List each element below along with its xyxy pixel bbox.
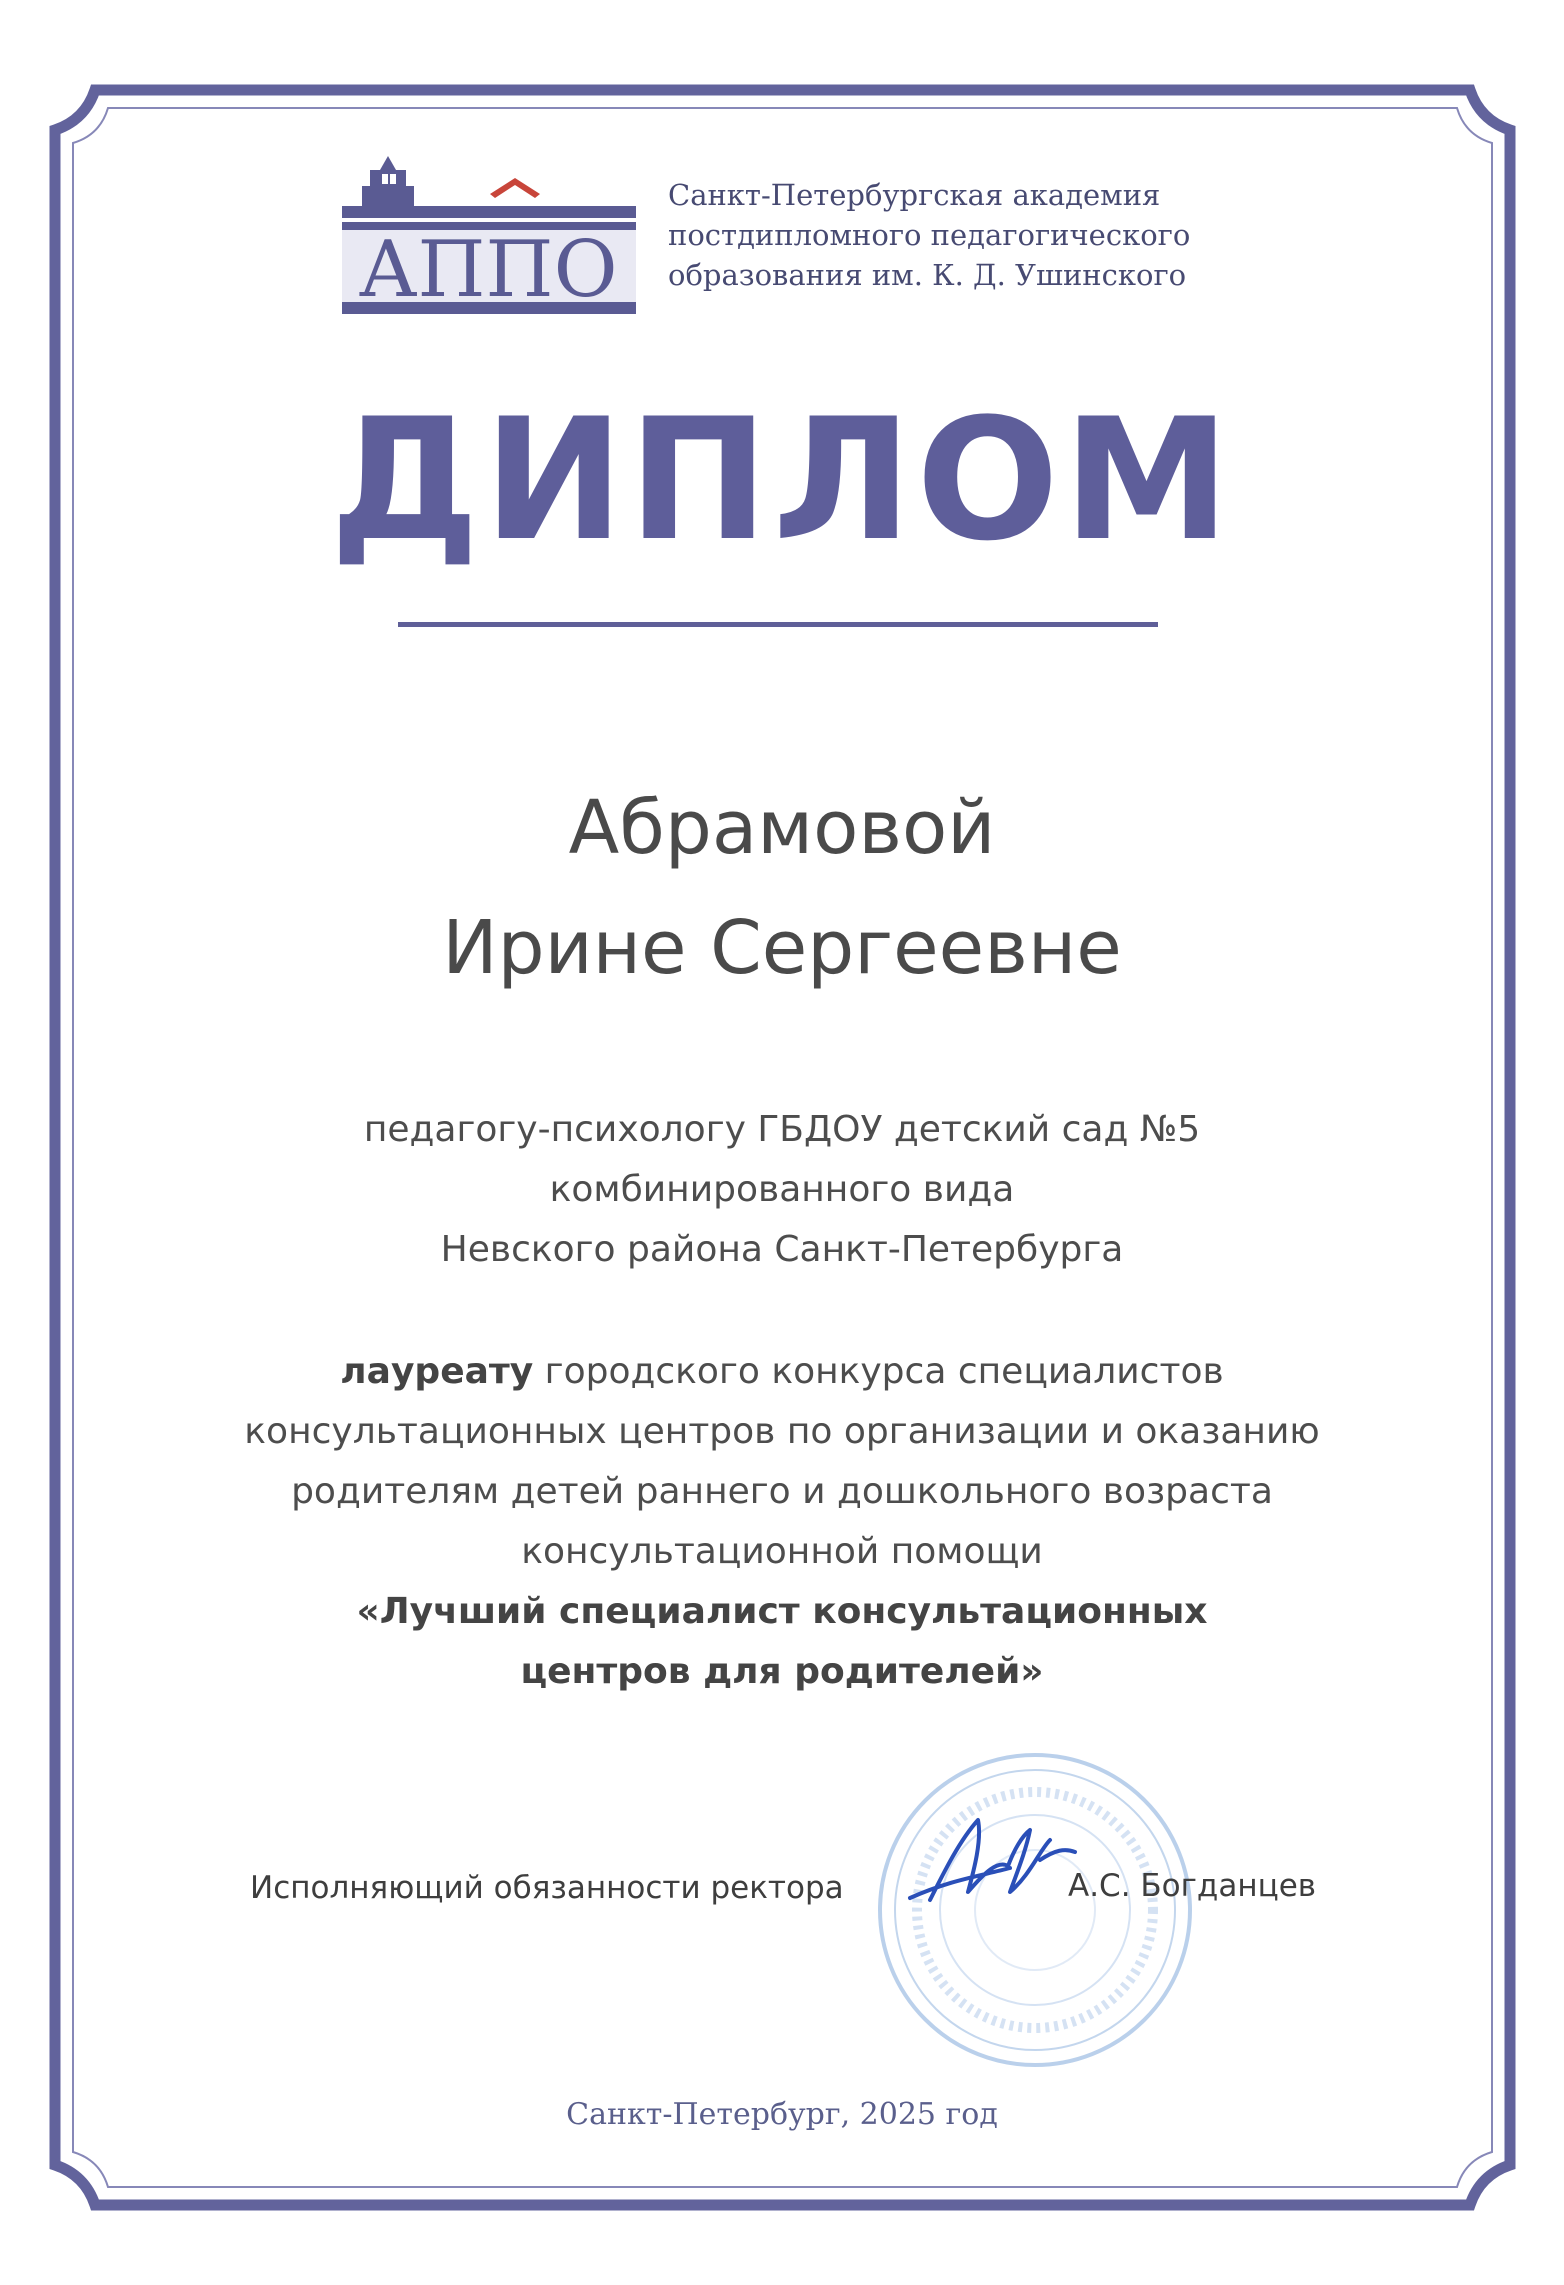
institution-name-line: постдипломного педагогического: [668, 218, 1191, 252]
recipient-surname: Абрамовой: [568, 785, 996, 871]
signatory-name: А.С. Богданцев: [1068, 1868, 1317, 1904]
position-line: педагогу-психологу ГБДОУ детский сад №5: [363, 1109, 1201, 1150]
appo-logo: [340, 150, 638, 320]
place-and-year: Санкт-Петербург, 2025 год: [566, 2097, 998, 2132]
title-underline: [398, 622, 1158, 627]
logo-text: АППО: [358, 225, 618, 315]
position-line: Невского района Санкт-Петербурга: [440, 1229, 1124, 1270]
award-line: консультационных центров по организации и оказанию: [244, 1411, 1320, 1452]
award-text: [0, 1342, 1564, 1702]
signatory-title: Исполняющий обязанности ректора: [250, 1870, 844, 1906]
institution-name-line: Санкт-Петербургская академия: [668, 178, 1161, 212]
document-title: ДИПЛОМ: [329, 382, 1235, 578]
award-line: родителям детей раннего и дошкольного возраста: [291, 1471, 1273, 1512]
recipient-position: [0, 1100, 1564, 1280]
institution-name-line: образования им. К. Д. Ушинского: [668, 258, 1187, 292]
award-line: консультационной помощи: [521, 1531, 1043, 1572]
signature-block: [0, 1862, 1564, 1922]
header: [340, 150, 1190, 320]
recipient-given-names: Ирине Сергеевне: [442, 905, 1122, 991]
contest-name-line: центров для родителей»: [520, 1651, 1044, 1692]
award-status: лауреату: [340, 1351, 534, 1392]
recipient-name: [0, 768, 1564, 1008]
institution-name: [668, 175, 1190, 295]
award-line-rest: городского конкурса специалистов: [533, 1351, 1224, 1392]
award-line: [0, 1342, 1564, 1402]
position-line: комбинированного вида: [549, 1169, 1015, 1210]
contest-name-line: «Лучший специалист консультационных: [356, 1591, 1208, 1632]
